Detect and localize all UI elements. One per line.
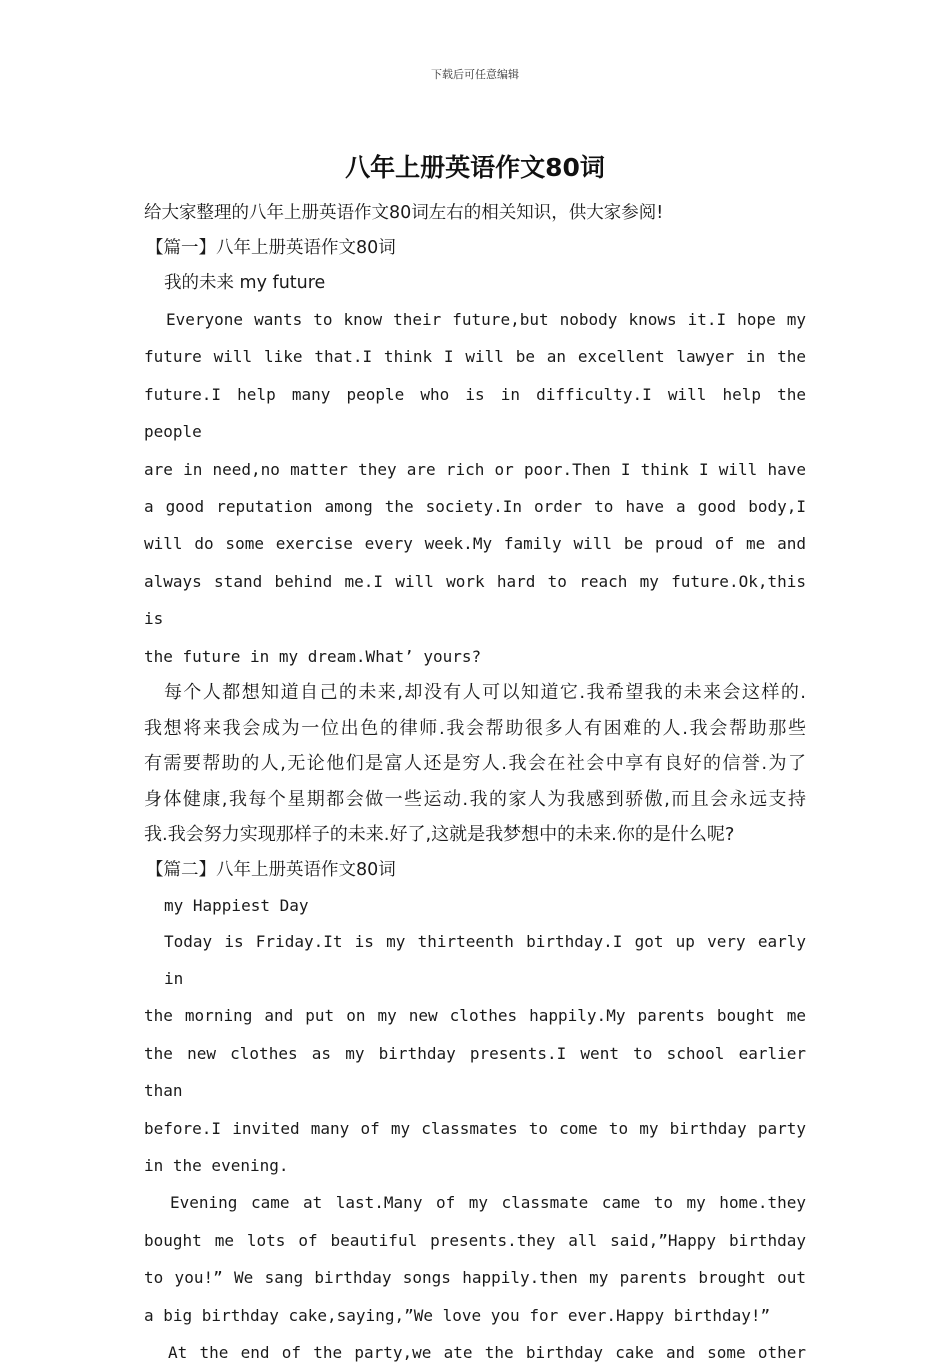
section2-paragraph-1 (144, 923, 806, 1185)
paragraph-line: to you!” We sang birthday songs happily.then my parents brought out (144, 1268, 806, 1288)
paragraph-line: the new clothes as my birthday presents.I went to school earlier than (144, 1043, 806, 1101)
paragraph-line: 每个人都想知道自己的未来,却没有人可以知道它.我希望我的未来会这样的. (164, 682, 806, 704)
paragraph-line: in the evening. (144, 1156, 289, 1175)
section2-subtitle: my Happiest Day (164, 895, 309, 915)
paragraph-line: always stand behind me.I will work hard to reach my future.Ok,this is (144, 571, 806, 629)
paragraph-line: 我想将来我会成为一位出色的律师.我会帮助很多人有困难的人.我会帮助那些 (144, 717, 806, 739)
paragraph-line: before.I invited many of my classmates to come to my birthday party (144, 1118, 806, 1138)
paragraph-line: future.I help many people who is in difficulty.I will help the people (144, 384, 806, 442)
paragraph-line: 有需要帮助的人,无论他们是富人还是穷人.我会在社会中享有良好的信誉.为了 (144, 753, 806, 775)
paragraph-line: will do some exercise every week.My family will be proud of me and (144, 534, 806, 554)
section2-paragraph-2 (144, 1184, 806, 1334)
paragraph-line: the morning and put on my new clothes happily.My parents bought me (144, 1006, 806, 1026)
paragraph-line: bought me lots of beautiful presents.they all said,”Happy birthday (144, 1230, 806, 1250)
section1-english-paragraph (144, 301, 806, 675)
section2-paragraph-3 (144, 1334, 806, 1371)
section2-heading: 【篇二】八年上册英语作文80词 (146, 859, 396, 880)
paragraph-line: future will like that.I think I will be an excellent lawyer in the (144, 347, 806, 367)
section1-subtitle: 我的未来 my future (164, 273, 326, 293)
document-body (144, 196, 806, 1371)
section1-heading: 【篇一】八年上册英语作文80词 (146, 238, 396, 258)
paragraph-line: a good reputation among the society.In order to have a good body,I (144, 497, 806, 517)
paragraph-line: Evening came at last.Many of my classmate came to my home.they (170, 1193, 806, 1213)
paragraph-line: the future in my dream.What’ yours? (144, 646, 482, 666)
section1-chinese-paragraph (144, 675, 806, 853)
paragraph-line: At the end of the party,we ate the birthday cake and some other (168, 1343, 806, 1363)
intro-text: 给大家整理的八年上册英语作文80词左右的相关知识，供大家参阅! (144, 203, 664, 223)
page-title: 八年上册英语作文80词 (345, 153, 605, 182)
paragraph-line: Today is Friday.It is my thirteenth birthday.I got up very early in (164, 931, 806, 988)
paragraph-line: are in need,no matter they are rich or poor.Then I think I will have (144, 459, 806, 479)
paragraph-line: 我.我会努力实现那样子的未来.好了,这就是我梦想中的未来.你的是什么呢? (144, 824, 735, 846)
paragraph-line: 身体健康,我每个星期都会做一些运动.我的家人为我感到骄傲,而且会永远支持 (144, 788, 806, 810)
paragraph-line: Everyone wants to know their future,but nobody knows it.I hope my (166, 310, 806, 329)
header-note: 下载后可任意编辑 (431, 68, 519, 81)
paragraph-line: a big birthday cake,saying,”We love you for ever.Happy birthday!” (144, 1305, 771, 1325)
